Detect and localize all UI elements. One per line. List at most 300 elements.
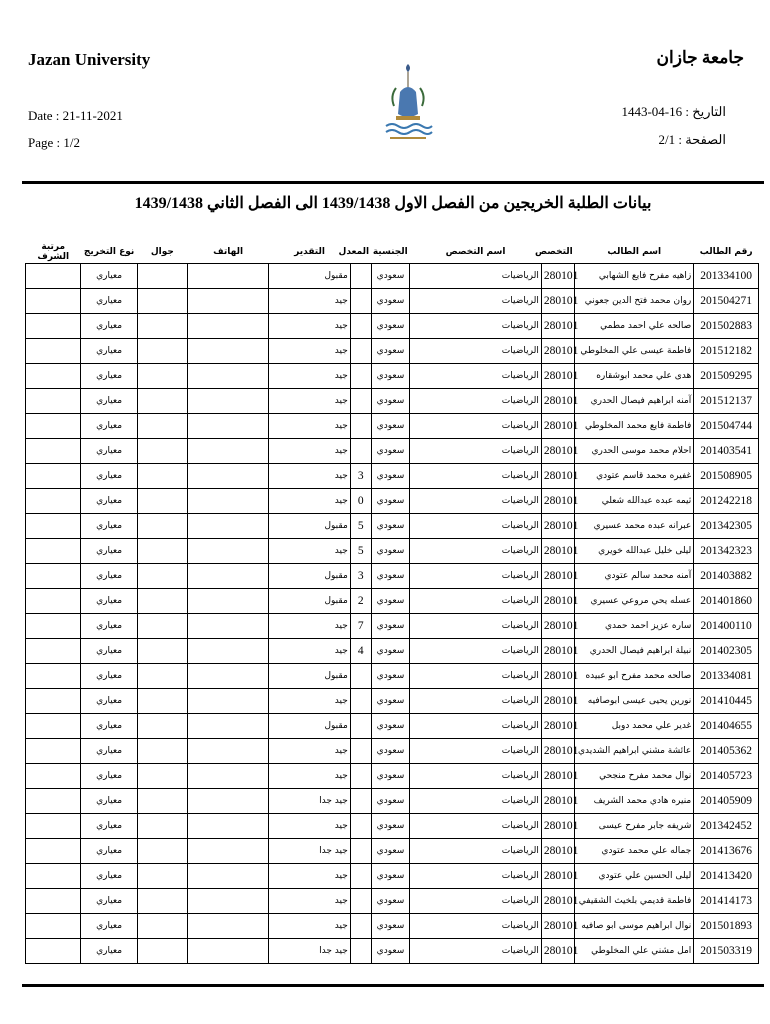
cell-honor (26, 664, 81, 689)
table-row (26, 789, 759, 814)
cell-major-code: 280101 (541, 939, 574, 964)
cell-phone (187, 939, 268, 964)
cell-major-name: الرياضيات (410, 814, 542, 839)
cell-phone (187, 589, 268, 614)
cell-nationality: سعودي (371, 464, 410, 489)
cell-student-id: 201503319 (694, 939, 759, 964)
cell-major-name: الرياضيات (410, 764, 542, 789)
cell-major-code: 280101 (541, 264, 574, 289)
cell-nationality: سعودي (371, 264, 410, 289)
cell-nationality: سعودي (371, 614, 410, 639)
table-row (26, 739, 759, 764)
col-mobile: جوال (137, 241, 187, 264)
cell-grad-type: معياري (81, 289, 137, 314)
cell-phone (187, 739, 268, 764)
cell-honor (26, 564, 81, 589)
cell-grade: جيد (269, 364, 350, 389)
col-phone: الهاتف (187, 241, 268, 264)
table-row (26, 839, 759, 864)
cell-honor (26, 489, 81, 514)
cell-student-name: عائشة مشني ابراهيم الشديدي (575, 739, 694, 764)
cell-honor (26, 864, 81, 889)
cell-grad-type: معياري (81, 364, 137, 389)
cell-nationality: سعودي (371, 514, 410, 539)
cell-phone (187, 914, 268, 939)
cell-major-name: الرياضيات (410, 689, 542, 714)
cell-student-name: منيره هادي محمد الشريف (575, 789, 694, 814)
cell-grade: مقبول (269, 564, 350, 589)
table-header-row (26, 241, 759, 264)
cell-grad-type: معياري (81, 914, 137, 939)
cell-nationality: سعودي (371, 414, 410, 439)
col-grade: التقدير (269, 241, 350, 264)
cell-student-id: 201402305 (694, 639, 759, 664)
cell-mobile (137, 364, 187, 389)
cell-major-code: 280101 (541, 464, 574, 489)
table-row (26, 864, 759, 889)
cell-major-code: 280101 (541, 789, 574, 814)
cell-major-name: الرياضيات (410, 489, 542, 514)
cell-nationality: سعودي (371, 789, 410, 814)
table-row (26, 489, 759, 514)
cell-grade: جيد (269, 414, 350, 439)
header-rule (22, 181, 764, 184)
cell-mobile (137, 714, 187, 739)
cell-major-name: الرياضيات (410, 339, 542, 364)
cell-grade: جيد جدا (269, 939, 350, 964)
cell-gpa (350, 839, 371, 864)
table-row (26, 589, 759, 614)
cell-nationality: سعودي (371, 839, 410, 864)
cell-student-name: فاطمة فايع محمد المخلوطي (575, 414, 694, 439)
cell-mobile (137, 314, 187, 339)
col-gpa: المعدل (350, 241, 371, 264)
cell-phone (187, 264, 268, 289)
cell-student-id: 201504271 (694, 289, 759, 314)
cell-grade: جيد جدا (269, 789, 350, 814)
cell-gpa (350, 739, 371, 764)
cell-student-id: 201501893 (694, 914, 759, 939)
cell-major-code: 280101 (541, 689, 574, 714)
cell-grad-type: معياري (81, 589, 137, 614)
cell-student-id: 201512137 (694, 389, 759, 414)
table-row (26, 414, 759, 439)
cell-major-name: الرياضيات (410, 414, 542, 439)
cell-student-name: امل مشني علي المخلوطي (575, 939, 694, 964)
cell-nationality: سعودي (371, 339, 410, 364)
cell-grade: جيد (269, 389, 350, 414)
cell-mobile (137, 464, 187, 489)
cell-nationality: سعودي (371, 739, 410, 764)
cell-phone (187, 289, 268, 314)
cell-grade: مقبول (269, 589, 350, 614)
cell-student-id: 201334081 (694, 664, 759, 689)
cell-phone (187, 639, 268, 664)
cell-student-id: 201400110 (694, 614, 759, 639)
cell-phone (187, 889, 268, 914)
cell-honor (26, 539, 81, 564)
cell-major-code: 280101 (541, 864, 574, 889)
cell-nationality: سعودي (371, 289, 410, 314)
cell-gpa (350, 414, 371, 439)
cell-student-id: 201509295 (694, 364, 759, 389)
cell-gpa (350, 689, 371, 714)
cell-honor (26, 639, 81, 664)
cell-student-name: عسله يحي مروعي عسيري (575, 589, 694, 614)
cell-student-id: 201334100 (694, 264, 759, 289)
table-row (26, 939, 759, 964)
table-row (26, 289, 759, 314)
footer-rule (22, 984, 764, 987)
table-row (26, 514, 759, 539)
cell-major-code: 280101 (541, 614, 574, 639)
cell-major-name: الرياضيات (410, 439, 542, 464)
cell-gpa (350, 389, 371, 414)
cell-major-name: الرياضيات (410, 864, 542, 889)
table-row (26, 539, 759, 564)
cell-student-name: زاهيه مفرح فايع الشهابي (575, 264, 694, 289)
cell-major-name: الرياضيات (410, 639, 542, 664)
cell-phone (187, 839, 268, 864)
cell-student-name: شريفه جابر مفرح عيسى (575, 814, 694, 839)
cell-phone (187, 389, 268, 414)
cell-grade: جيد (269, 914, 350, 939)
print-date-en: Date : 21-11-2021 (28, 108, 123, 123)
cell-honor (26, 839, 81, 864)
cell-nationality: سعودي (371, 539, 410, 564)
cell-gpa (350, 339, 371, 364)
cell-student-name: فاطمة عيسى علي المخلوطي (575, 339, 694, 364)
cell-student-name: ساره عزيز احمد حمدي (575, 614, 694, 639)
cell-honor (26, 789, 81, 814)
cell-major-code: 280101 (541, 339, 574, 364)
cell-honor (26, 764, 81, 789)
cell-phone (187, 714, 268, 739)
cell-major-code: 280101 (541, 739, 574, 764)
cell-nationality: سعودي (371, 664, 410, 689)
cell-grad-type: معياري (81, 789, 137, 814)
cell-mobile (137, 814, 187, 839)
cell-grade: جيد (269, 289, 350, 314)
col-major-name: اسم التخصص (410, 241, 542, 264)
cell-grade: جيد (269, 539, 350, 564)
cell-grade: جيد (269, 439, 350, 464)
cell-nationality: سعودي (371, 639, 410, 664)
cell-student-id: 201403541 (694, 439, 759, 464)
cell-honor (26, 939, 81, 964)
cell-honor (26, 689, 81, 714)
cell-mobile (137, 914, 187, 939)
cell-major-name: الرياضيات (410, 539, 542, 564)
cell-grad-type: معياري (81, 839, 137, 864)
cell-gpa: 4 (350, 639, 371, 664)
cell-gpa (350, 764, 371, 789)
cell-mobile (137, 639, 187, 664)
cell-major-code: 280101 (541, 589, 574, 614)
cell-student-id: 201410445 (694, 689, 759, 714)
cell-major-name: الرياضيات (410, 614, 542, 639)
cell-major-code: 280101 (541, 539, 574, 564)
cell-major-name: الرياضيات (410, 514, 542, 539)
cell-major-name: الرياضيات (410, 464, 542, 489)
col-student-id: رقم الطالب (694, 241, 759, 264)
cell-grade: مقبول (269, 264, 350, 289)
cell-grad-type: معياري (81, 764, 137, 789)
cell-student-name: نورين يحيى عيسى ابوصافيه (575, 689, 694, 714)
cell-major-code: 280101 (541, 814, 574, 839)
table-row (26, 714, 759, 739)
cell-grad-type: معياري (81, 439, 137, 464)
cell-grad-type: معياري (81, 889, 137, 914)
cell-student-name: صالحه علي احمد مطمي (575, 314, 694, 339)
cell-student-name: هدى علي محمد ابوشقاره (575, 364, 694, 389)
cell-student-id: 201512182 (694, 339, 759, 364)
cell-gpa (350, 664, 371, 689)
cell-grade: مقبول (269, 514, 350, 539)
cell-major-code: 280101 (541, 439, 574, 464)
cell-phone (187, 814, 268, 839)
table-row (26, 614, 759, 639)
cell-honor (26, 714, 81, 739)
cell-gpa (350, 314, 371, 339)
cell-grade: مقبول (269, 664, 350, 689)
table-row (26, 814, 759, 839)
cell-honor (26, 314, 81, 339)
table-row (26, 689, 759, 714)
cell-honor (26, 339, 81, 364)
cell-grad-type: معياري (81, 514, 137, 539)
cell-honor (26, 889, 81, 914)
cell-grade: جيد (269, 689, 350, 714)
cell-gpa (350, 914, 371, 939)
cell-grad-type: معياري (81, 614, 137, 639)
cell-major-code: 280101 (541, 639, 574, 664)
cell-gpa (350, 864, 371, 889)
cell-honor (26, 739, 81, 764)
cell-mobile (137, 664, 187, 689)
cell-honor (26, 264, 81, 289)
page-number-ar: الصفحة : 2/1 (658, 132, 726, 147)
table-row (26, 314, 759, 339)
cell-student-name: احلام محمد موسى الحدري (575, 439, 694, 464)
cell-student-name: ليلى خليل عبدالله خويري (575, 539, 694, 564)
cell-nationality: سعودي (371, 889, 410, 914)
cell-grade: جيد (269, 614, 350, 639)
cell-major-code: 280101 (541, 314, 574, 339)
cell-honor (26, 464, 81, 489)
cell-grad-type: معياري (81, 314, 137, 339)
cell-nationality: سعودي (371, 814, 410, 839)
cell-mobile (137, 889, 187, 914)
cell-student-id: 201414173 (694, 889, 759, 914)
cell-nationality: سعودي (371, 714, 410, 739)
cell-nationality: سعودي (371, 914, 410, 939)
cell-student-id: 201403882 (694, 564, 759, 589)
cell-honor (26, 614, 81, 639)
cell-phone (187, 489, 268, 514)
cell-grade: جيد (269, 339, 350, 364)
cell-grade: جيد (269, 489, 350, 514)
col-grad-type: نوع التخريج (81, 241, 137, 264)
table-row (26, 439, 759, 464)
col-honor: مرتبة الشرف (26, 241, 81, 264)
cell-grad-type: معياري (81, 739, 137, 764)
table-row (26, 564, 759, 589)
cell-grade: جيد (269, 764, 350, 789)
cell-mobile (137, 439, 187, 464)
cell-student-name: ليلى الحسين علي عتودي (575, 864, 694, 889)
cell-student-name: ثيمه عبده عبدالله شعلي (575, 489, 694, 514)
cell-major-name: الرياضيات (410, 789, 542, 814)
cell-grad-type: معياري (81, 389, 137, 414)
cell-major-name: الرياضيات (410, 564, 542, 589)
cell-mobile (137, 614, 187, 639)
cell-grade: جيد (269, 464, 350, 489)
table-row (26, 364, 759, 389)
cell-major-name: الرياضيات (410, 889, 542, 914)
cell-honor (26, 414, 81, 439)
cell-student-name: آمنه محمد سالم عتودي (575, 564, 694, 589)
cell-phone (187, 664, 268, 689)
cell-mobile (137, 789, 187, 814)
cell-nationality: سعودي (371, 589, 410, 614)
cell-phone (187, 564, 268, 589)
cell-honor (26, 914, 81, 939)
cell-mobile (137, 689, 187, 714)
university-name-ar: جامعة جازان (656, 48, 744, 67)
cell-gpa: 7 (350, 614, 371, 639)
cell-student-name: غفيره محمد قاسم عتودي (575, 464, 694, 489)
cell-grade: جيد (269, 639, 350, 664)
col-nationality: الجنسية (371, 241, 410, 264)
cell-grad-type: معياري (81, 339, 137, 364)
cell-phone (187, 464, 268, 489)
cell-mobile (137, 939, 187, 964)
cell-grad-type: معياري (81, 664, 137, 689)
cell-grade: جيد (269, 739, 350, 764)
cell-gpa (350, 364, 371, 389)
cell-major-code: 280101 (541, 489, 574, 514)
cell-phone (187, 514, 268, 539)
cell-phone (187, 689, 268, 714)
cell-nationality: سعودي (371, 489, 410, 514)
cell-mobile (137, 489, 187, 514)
cell-mobile (137, 564, 187, 589)
cell-major-code: 280101 (541, 914, 574, 939)
cell-phone (187, 314, 268, 339)
cell-grad-type: معياري (81, 639, 137, 664)
cell-honor (26, 289, 81, 314)
cell-major-code: 280101 (541, 514, 574, 539)
cell-student-id: 201342305 (694, 514, 759, 539)
cell-major-code: 280101 (541, 764, 574, 789)
cell-nationality: سعودي (371, 864, 410, 889)
cell-mobile (137, 289, 187, 314)
cell-nationality: سعودي (371, 364, 410, 389)
cell-student-name: نوال محمد مفرح منجحي (575, 764, 694, 789)
cell-mobile (137, 264, 187, 289)
cell-grad-type: معياري (81, 464, 137, 489)
cell-nationality: سعودي (371, 389, 410, 414)
table-row (26, 914, 759, 939)
cell-gpa (350, 264, 371, 289)
cell-student-id: 201413676 (694, 839, 759, 864)
cell-gpa: 3 (350, 564, 371, 589)
cell-phone (187, 364, 268, 389)
graduates-table (25, 241, 759, 964)
cell-nationality: سعودي (371, 939, 410, 964)
cell-gpa (350, 289, 371, 314)
university-logo-icon (382, 62, 434, 144)
cell-major-name: الرياضيات (410, 714, 542, 739)
cell-student-id: 201401860 (694, 589, 759, 614)
cell-mobile (137, 764, 187, 789)
cell-grad-type: معياري (81, 414, 137, 439)
cell-student-id: 201242218 (694, 489, 759, 514)
cell-grad-type: معياري (81, 564, 137, 589)
cell-phone (187, 864, 268, 889)
col-student-name: اسم الطالب (575, 241, 694, 264)
cell-honor (26, 514, 81, 539)
cell-mobile (137, 514, 187, 539)
cell-grad-type: معياري (81, 264, 137, 289)
cell-major-name: الرياضيات (410, 914, 542, 939)
cell-student-id: 201405909 (694, 789, 759, 814)
cell-major-name: الرياضيات (410, 289, 542, 314)
cell-major-code: 280101 (541, 389, 574, 414)
cell-major-code: 280101 (541, 664, 574, 689)
cell-grade: مقبول (269, 714, 350, 739)
cell-phone (187, 339, 268, 364)
cell-student-name: عبرانه عبده محمد عسيري (575, 514, 694, 539)
cell-mobile (137, 339, 187, 364)
cell-student-name: نوال ابراهيم موسى ابو صافيه (575, 914, 694, 939)
cell-student-id: 201508905 (694, 464, 759, 489)
cell-major-name: الرياضيات (410, 364, 542, 389)
cell-gpa: 2 (350, 589, 371, 614)
cell-mobile (137, 414, 187, 439)
cell-honor (26, 364, 81, 389)
cell-phone (187, 539, 268, 564)
table-row (26, 889, 759, 914)
cell-student-name: غدير علي محمد دوبل (575, 714, 694, 739)
cell-student-id: 201342323 (694, 539, 759, 564)
cell-phone (187, 789, 268, 814)
cell-nationality: سعودي (371, 764, 410, 789)
cell-grade: جيد (269, 314, 350, 339)
cell-major-code: 280101 (541, 289, 574, 314)
cell-phone (187, 764, 268, 789)
cell-gpa (350, 439, 371, 464)
cell-honor (26, 389, 81, 414)
cell-grad-type: معياري (81, 714, 137, 739)
cell-major-code: 280101 (541, 414, 574, 439)
cell-student-id: 201413420 (694, 864, 759, 889)
cell-student-id: 201502883 (694, 314, 759, 339)
cell-student-id: 201404655 (694, 714, 759, 739)
cell-grad-type: معياري (81, 689, 137, 714)
cell-gpa: 5 (350, 514, 371, 539)
table-row (26, 389, 759, 414)
cell-mobile (137, 739, 187, 764)
cell-major-name: الرياضيات (410, 939, 542, 964)
cell-gpa: 5 (350, 539, 371, 564)
cell-major-code: 280101 (541, 364, 574, 389)
cell-student-name: فاطمة قديمي بلخيث الشقيفي (575, 889, 694, 914)
cell-gpa: 0 (350, 489, 371, 514)
cell-student-id: 201342452 (694, 814, 759, 839)
table-row (26, 764, 759, 789)
